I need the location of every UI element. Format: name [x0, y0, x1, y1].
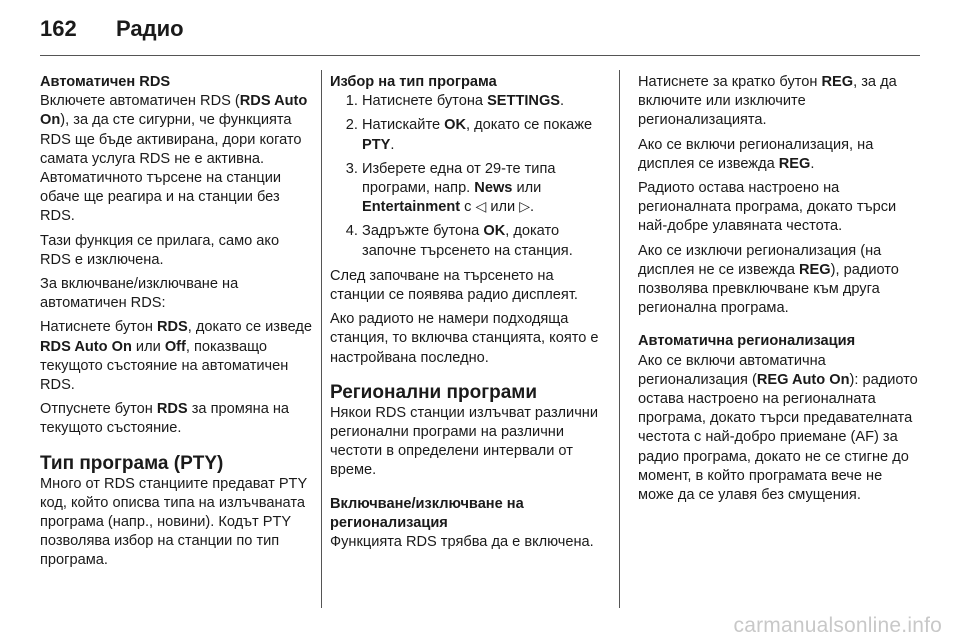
step-1: 1. Натиснете бутона SETTINGS.	[362, 92, 602, 111]
reg-paragraph-3: Радиото остава настроено на регионалната програма, докато търси най-добре улавяната честота.	[638, 180, 897, 235]
auto-rds-paragraph-2: Тази функция се прилага, само ако RDS е изключена.	[40, 232, 280, 268]
reg-paragraph-1: Натиснете за кратко бутон REG, за да включите или изключите регионализацията.	[638, 74, 897, 129]
left-arrow-icon: ◁	[475, 199, 487, 216]
select-pty-paragraph-1: След започване на търсенето на станции се появява радио дисплеят.	[330, 267, 578, 304]
auto-rds-paragraph-1: Включете автоматичен RDS (RDS Auto On), за да сте сигурни, че функцията RDS ще бъде активирана, дори когато самата услуга RDS не е активна. Автоматичното търсене на станции обаче ще реагира и на станции без RDS.	[40, 93, 308, 225]
auto-rds-paragraph-3: За включване/изключване на автоматичен RDS:	[40, 276, 239, 312]
regional-paragraph: Някои RDS станции излъчват различни регионални програми на различни честоти в определени интервали от време.	[330, 404, 599, 479]
auto-regional-heading: Автоматична регионализация	[638, 333, 856, 350]
auto-regional-paragraph: Ако се включи автоматична регионализация (REG Auto On): радиото остава настроено на регионалната програма, докато търси предавателната честота с най-добро приемане (AF) за радио програма, докато не се стигне до момент, в който програмата вече не може да се улавя без смущения.	[638, 352, 918, 504]
column-divider-2	[619, 70, 620, 608]
watermark: carmanualsonline.info	[733, 614, 942, 637]
select-pty-steps	[330, 92, 602, 261]
step-3: 3. Изберете една от 29-те типа програми, напр. News или Entertainment с ◁ или ▷.	[362, 160, 602, 218]
pty-paragraph: Много от RDS станциите предават PTY код, който описва типа на излъчваната програма (напр., новини). Кодът PTY позволява избор на станции по тип програма.	[40, 475, 307, 569]
column-3	[638, 73, 918, 510]
auto-rds-paragraph-5: Отпуснете бутон RDS за промяна на текущото състояние.	[40, 401, 290, 437]
select-pty-heading: Избор на тип програма	[330, 74, 497, 90]
auto-rds-paragraph-4: Натиснете бутон RDS, докато се изведе RDS Auto On или Off, показващо текущото състояние на автоматичен RDS.	[40, 319, 313, 394]
column-divider-1	[321, 70, 322, 608]
right-arrow-icon: ▷	[519, 199, 531, 216]
reg-paragraph-2: Ако се включи регионализация, на дисплея се извежда REG.	[638, 136, 874, 172]
select-pty-paragraph-2: Ако радиото не намери подходяща станция, то включва станцията, която е настройвана последно.	[330, 311, 599, 366]
header-rule	[40, 55, 920, 56]
step-4: 4. Задръжте бутона OK, докато започне търсенето на станция.	[362, 222, 602, 260]
step-2: 2. Натискайте OK, докато се покаже PTY.	[362, 116, 602, 154]
page-title: Радио	[116, 16, 184, 41]
pty-heading: Тип програма (PTY)	[40, 452, 224, 474]
regionalization-onoff-heading: Включване/изключване на регионализация	[330, 495, 524, 531]
regional-heading: Регионални програми	[330, 381, 538, 403]
reg-paragraph-4: Ако се изключи регионализация (на дисплея не се извежда REG), радиото позволява превключване към друга регионална програма.	[638, 242, 899, 317]
regionalization-onoff-paragraph: Функцията RDS трябва да е включена.	[330, 534, 594, 551]
column-1	[40, 73, 312, 576]
column-2	[330, 73, 602, 557]
page-number: 162	[40, 16, 77, 41]
auto-rds-heading: Автоматичен RDS	[40, 74, 171, 90]
